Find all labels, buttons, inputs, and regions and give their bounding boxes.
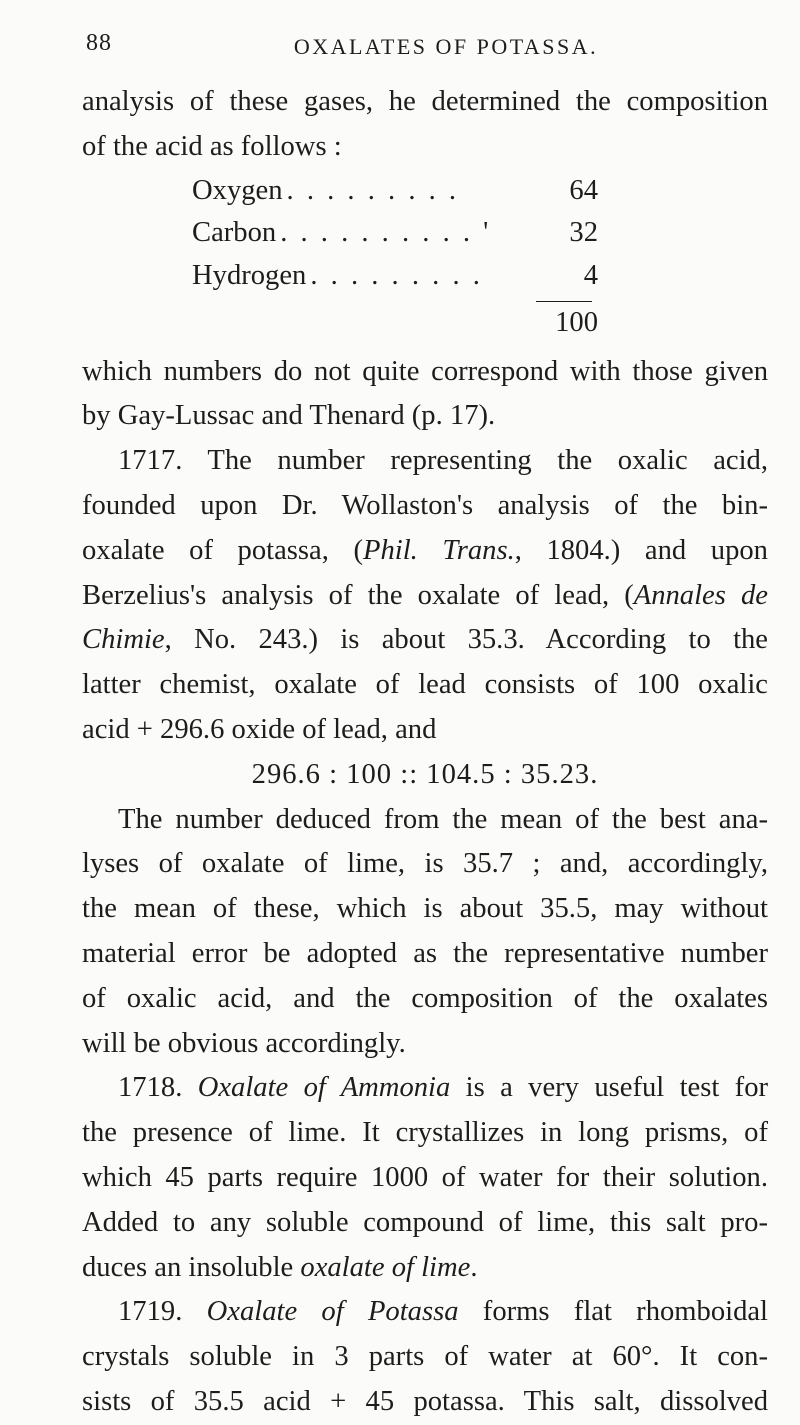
leader-dots: . . . . . . . . . (286, 174, 460, 206)
text-line: of oxalic acid, and the composition of the oxalates (82, 982, 768, 1014)
text-line: of the acid as follows : (82, 130, 342, 162)
text-line: crystals soluble in 3 parts of water at 60°. It con- (82, 1341, 768, 1373)
subject-italic: oxalate of lime (300, 1251, 471, 1283)
text-line: 1717. The number representing the oxalic acid, (118, 445, 768, 477)
text-line: the mean of these, which is about 35.5, may without (82, 893, 768, 925)
subject-italic: Oxalate of Potassa (206, 1296, 459, 1328)
text-line: material error be adopted as the representative number (82, 937, 768, 969)
text-line: which numbers do not quite correspond with those given (82, 355, 768, 387)
text-line: The number deduced from the mean of the best ana- (118, 803, 768, 835)
element-value: 64 (569, 174, 598, 206)
text-line: 1719. Oxalate of Potassa forms flat rhomboidal (118, 1296, 769, 1328)
running-title: OXALATES OF POTASSA. (293, 34, 599, 59)
table-row (192, 170, 598, 213)
text-line: which 45 parts require 1000 of water for their solution. (82, 1161, 768, 1193)
page-number: 88 (86, 30, 112, 56)
element-value: 4 (583, 259, 598, 291)
citation-italic: Annales de (633, 579, 768, 611)
table-row (192, 212, 598, 255)
text-line: the presence of lime. It crystallizes in long prisms, of (82, 1117, 768, 1149)
text-line: duces an insoluble oxalate of lime. (82, 1251, 478, 1283)
total-value: 100 (555, 307, 598, 339)
text-line: acid + 296.6 oxide of lead, and (82, 713, 437, 745)
citation-italic: Phil. Trans. (363, 534, 515, 566)
text-line: oxalate of potassa, (Phil. Trans., 1804.) and upon (82, 534, 768, 566)
text-line: latter chemist, oxalate of lead consists of 100 oxalic (82, 669, 768, 701)
text-line: analysis of these gases, he determined the composition (82, 86, 768, 117)
element-value: 32 (569, 217, 598, 249)
citation-italic: Chimie (82, 624, 165, 656)
table-total-row (192, 302, 598, 345)
text-line: sists of 35.5 acid + 45 potassa. This salt, dissolved (82, 1385, 768, 1417)
leader-dots: . . . . . . . . . . ' (280, 217, 492, 249)
proportion-equation: 296.6 : 100 :: 104.5 : 35.23. (251, 758, 599, 790)
text-line: by Gay-Lussac and Thenard (p. 17). (82, 400, 496, 432)
text-line: 1718. Oxalate of Ammonia is a very useful test for (118, 1072, 769, 1104)
text-line: Chimie, No. 243.) is about 35.3. According to the (82, 624, 768, 656)
text-line: Berzelius's analysis of the oxalate of lead, (Annales de (82, 579, 768, 611)
text-line: founded upon Dr. Wollaston's analysis of the bin- (82, 489, 768, 521)
text-line: will be obvious accordingly. (82, 1027, 406, 1059)
page-header (86, 30, 766, 66)
text-line: lyses of oxalate of lime, is 35.7 ; and, accordingly, (82, 848, 768, 880)
text-line: Added to any soluble compound of lime, this salt pro- (82, 1206, 768, 1238)
composition-table (192, 170, 598, 345)
subject-italic: Oxalate of Ammonia (197, 1072, 451, 1104)
table-row (192, 255, 598, 298)
element-name: Carbon (192, 217, 277, 249)
body-text (82, 80, 768, 1425)
leader-dots: . . . . . . . . . (310, 259, 483, 291)
element-name: Oxygen (192, 174, 283, 206)
element-name: Hydrogen (192, 259, 307, 291)
